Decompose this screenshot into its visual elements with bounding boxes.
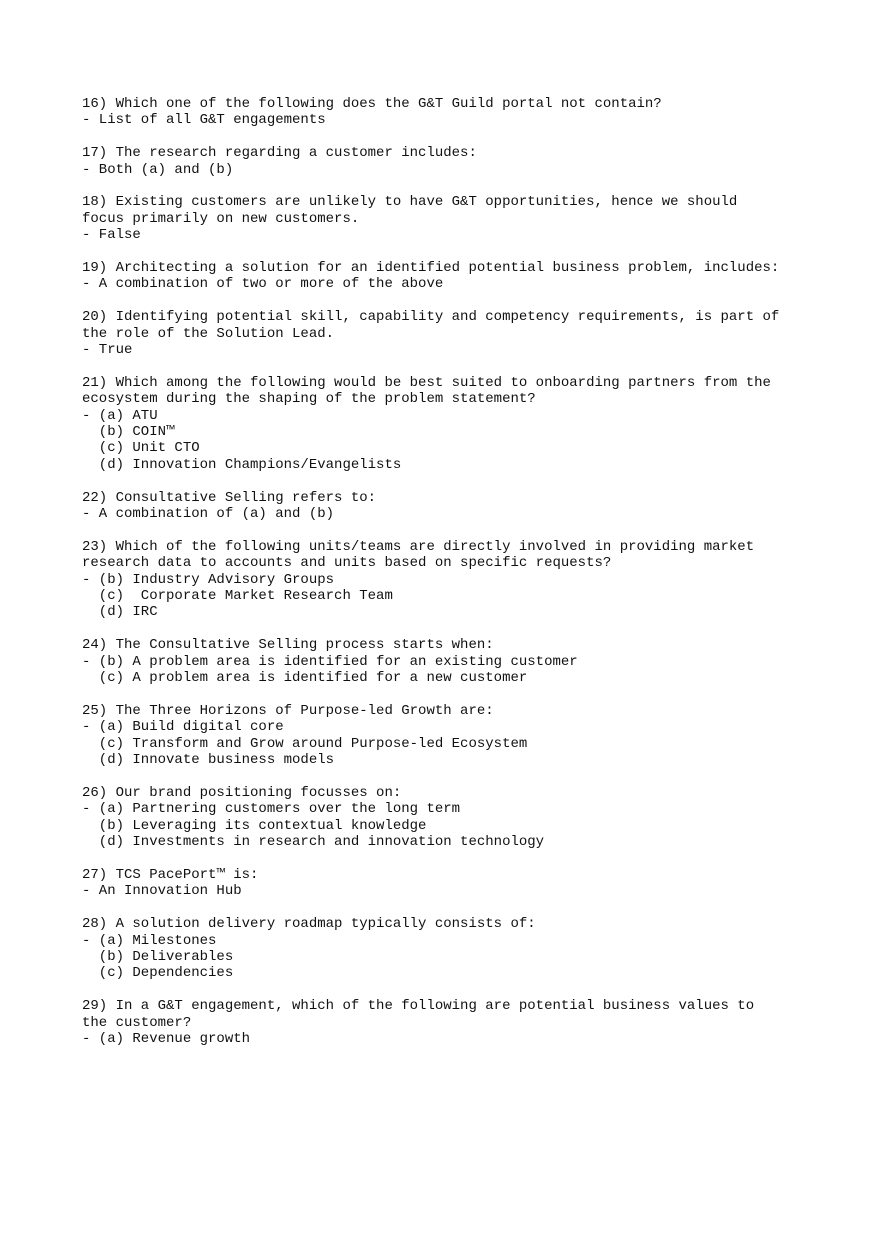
answer-text: - True [82,342,133,359]
answer-text: (c) Unit CTO [82,440,200,457]
question-text: 27) TCS PacePort™ is: [82,866,259,883]
question-block [82,145,862,178]
question-text: 17) The research regarding a customer includes: [82,145,477,162]
question-text: 16) Which one of the following does the G&T Guild portal not contain? [82,96,662,112]
answer-text: (c) Dependencies [82,965,234,982]
question-text: the customer? [82,1014,192,1031]
answer-text: - A combination of two or more of the above [82,276,444,293]
question-text: focus primarily on new customers. [82,210,360,227]
question-text: 25) The Three Horizons of Purpose-led Growth are: [82,702,494,719]
question-block [82,916,862,982]
answer-text: (b) Leveraging its contextual knowledge [82,817,427,834]
answer-text: - A combination of (a) and (b) [82,506,335,523]
answer-text: - (a) Milestones [82,932,217,949]
question-text: 26) Our brand positioning focusses on: [82,784,402,801]
question-block [82,637,862,686]
question-text: research data to accounts and units based on specific requests? [82,555,612,572]
question-block [82,375,862,473]
question-text: 18) Existing customers are unlikely to have G&T opportunities, hence we should [82,194,738,211]
answer-text: - (a) Build digital core [82,719,284,736]
answer-text: (b) Deliverables [82,948,234,965]
question-block [82,96,862,129]
answer-text: - (a) Partnering customers over the long term [82,801,461,818]
answer-text: - (a) ATU [82,407,158,424]
question-block [82,539,862,621]
question-block [82,194,862,243]
answer-text: (b) COIN™ [82,424,175,441]
question-block [82,260,862,293]
answer-text: (c) A problem area is identified for a new customer [82,670,528,687]
answer-text: (d) Innovate business models [82,752,335,769]
answer-text: - (b) Industry Advisory Groups [82,571,335,588]
question-block [82,309,862,358]
question-text: 24) The Consultative Selling process starts when: [82,637,494,654]
question-answer-list [82,96,862,1064]
question-text: 28) A solution delivery roadmap typically consists of: [82,916,536,933]
answer-text: (c) Corporate Market Research Team [82,588,393,605]
answer-text: (d) Innovation Champions/Evangelists [82,456,402,473]
answer-text: - An Innovation Hub [82,883,242,900]
question-block [82,867,862,900]
question-block [82,703,862,769]
answer-text: (d) Investments in research and innovation technology [82,834,545,851]
question-block [82,490,862,523]
answer-text: (d) IRC [82,604,158,621]
question-text: ecosystem during the shaping of the problem statement? [82,391,536,408]
question-text: 23) Which of the following units/teams are directly involved in providing market [82,538,755,555]
answer-text: - List of all G&T engagements [82,112,326,129]
answer-text: - (b) A problem area is identified for an existing customer [82,653,578,670]
answer-text: - Both (a) and (b) [82,161,234,178]
question-text: 21) Which among the following would be best suited to onboarding partners from the [82,374,771,391]
question-text: the role of the Solution Lead. [82,325,335,342]
question-text: 20) Identifying potential skill, capability and competency requirements, is part of [82,309,780,326]
question-text: 22) Consultative Selling refers to: [82,489,377,506]
answer-text: (c) Transform and Grow around Purpose-led Ecosystem [82,735,528,752]
answer-text: - (a) Revenue growth [82,1030,251,1047]
question-block [82,785,862,851]
question-text: 19) Architecting a solution for an identified potential business problem, includes: [82,260,780,277]
question-text: 29) In a G&T engagement, which of the following are potential business values to [82,998,755,1015]
answer-text: - False [82,227,141,244]
question-block [82,998,862,1047]
